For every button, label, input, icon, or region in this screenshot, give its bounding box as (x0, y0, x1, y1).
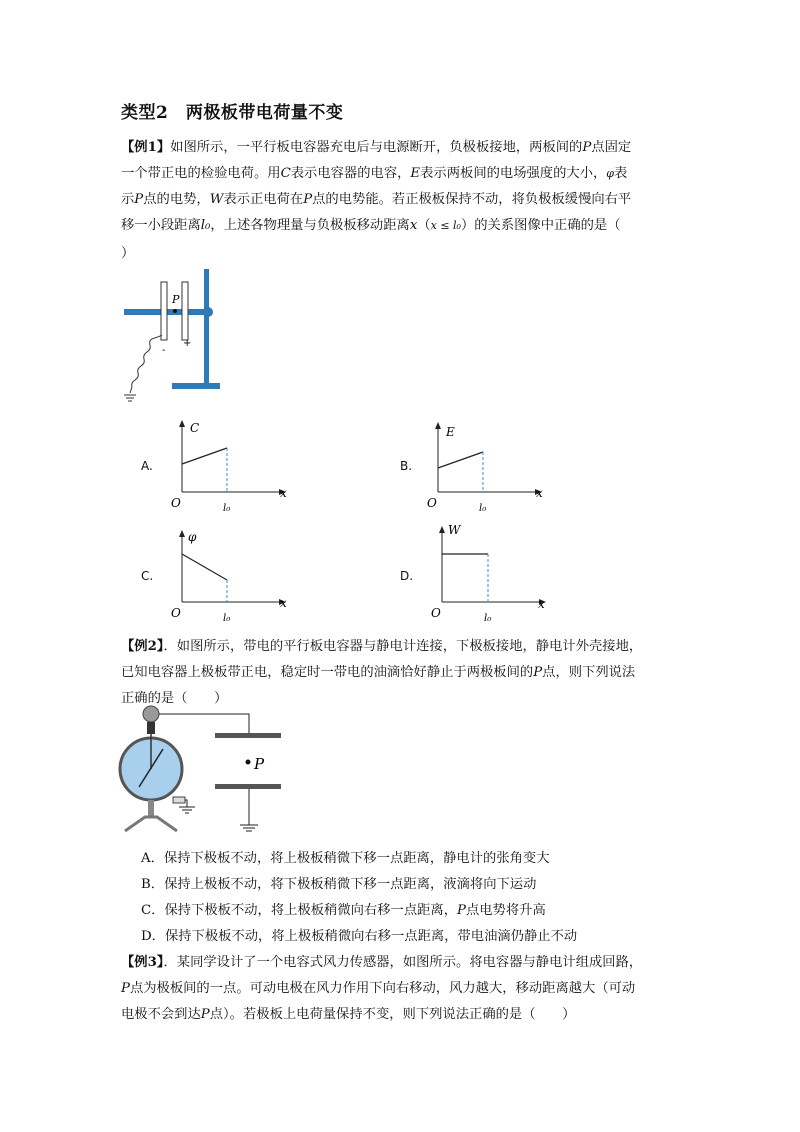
example1-line2: 一个带正电的检验电荷。用C表示电容器的电容，E表示两板间的电场强度的大小，φ表 (121, 166, 628, 181)
label-plus: + (183, 338, 192, 349)
example3-line3: 电极不会到达P点）。若极板上电荷量保持不变，则下列说法正确的是（ ） (121, 1007, 576, 1022)
y-label: φ (188, 530, 197, 544)
option-d-label: D. (400, 569, 414, 583)
connecting-wire (159, 714, 249, 733)
example3-line2: P点为极板间的一点。可动电极在风力作用下向右移动，风力越大，移动距离越大（可动 (121, 981, 636, 996)
stand-base (172, 383, 220, 389)
section-title: 类型2 两极板带电荷量不变 (121, 103, 344, 123)
graph-line (438, 452, 483, 468)
example3-line1: 【例3】．某同学设计了一个电容式风力传感器，如图所示。将电容器与静电计组成回路， (121, 955, 643, 970)
example2-option-b: B．保持上极板不动，将下极板稍微下移一点距离，液滴将向下运动 (141, 877, 537, 892)
y-arrow (435, 422, 441, 429)
y-arrow (179, 530, 185, 537)
example2-option-a: A．保持下极板不动，将上极板稍微下移一点距离，静电计的张角变大 (141, 851, 550, 866)
example1-line4: 移一小段距离l₀，上述各物理量与负极板移动距离x（x ≤ l₀）的关系图像中正确的是（ (121, 218, 621, 233)
stand-pole (204, 269, 209, 387)
tick-label: l₀ (223, 613, 231, 624)
origin-label: O (431, 606, 441, 620)
x-label: x (538, 597, 545, 611)
y-label: W (448, 523, 461, 537)
example3-tag: 【例3】 (121, 955, 164, 970)
graph-d (426, 518, 561, 624)
electrometer-stand (148, 800, 154, 818)
label-p: P (254, 755, 265, 773)
graph-b (418, 414, 553, 514)
option-b-label: B. (400, 459, 413, 473)
capacitor-stand-figure (118, 265, 228, 410)
example2-option-d: D．保持下极板不动，将上极板稍微向右移一点距离，带电油滴仍静止不动 (141, 929, 578, 944)
origin-label: O (427, 496, 437, 510)
electrometer-figure (115, 703, 295, 838)
label-minus: - (162, 345, 166, 356)
tick-label: l₀ (223, 503, 231, 514)
example2-line2: 已知电容器上极板带正电，稳定时一带电的油滴恰好静止于两极板间的P点，则下列说法 (121, 665, 636, 680)
y-label: C (190, 421, 200, 435)
electrometer-legs (125, 817, 177, 831)
example1-line3: 示P点的电势，W表示正电荷在P点的电势能。若正极板保持不动，将负极板缓慢向右平 (121, 192, 632, 207)
electrometer-rod (147, 722, 155, 734)
example1-line5: ） (121, 246, 135, 261)
lower-plate (215, 784, 281, 789)
electrometer-knob (143, 706, 159, 722)
graph-line (182, 448, 227, 464)
y-label: E (446, 425, 455, 439)
positive-plate (182, 282, 188, 340)
option-a-label: A. (141, 459, 153, 473)
graph-line (182, 554, 227, 580)
graph-c (160, 524, 295, 624)
clamp (203, 307, 213, 317)
label-p: P (172, 293, 180, 306)
point-p (246, 760, 251, 765)
point-p (173, 309, 177, 313)
example1-line1: 【例1】如图所示，一平行板电容器充电后与电源断开，负极板接地，两板间的P点固定 (121, 140, 632, 155)
tick-label: l₀ (484, 613, 492, 624)
x-label: x (280, 596, 287, 610)
x-label: x (536, 486, 543, 500)
y-arrow (439, 526, 445, 533)
example2-line1: 【例2】．如图所示，带电的平行板电容器与静电计连接，下极板接地，静电计外壳接地， (121, 639, 643, 654)
rod (124, 309, 212, 315)
y-arrow (179, 420, 185, 427)
origin-label: O (171, 606, 181, 620)
option-c-label: C. (141, 569, 154, 583)
negative-plate (161, 282, 167, 340)
example2-line3: 正确的是（ ） (121, 691, 228, 706)
graph-a (160, 414, 295, 514)
x-label: x (280, 486, 287, 500)
tick-label: l₀ (479, 503, 487, 514)
case-ground-terminal (173, 797, 185, 803)
upper-plate (215, 733, 281, 738)
origin-label: O (171, 496, 181, 510)
example1-tag: 【例1】 (121, 140, 171, 155)
example2-tag: 【例2】 (121, 639, 164, 654)
ground-wire (130, 335, 162, 393)
example2-option-c: C．保持下极板不动，将上极板稍微向右移一点距离，P点电势将升高 (141, 903, 546, 918)
